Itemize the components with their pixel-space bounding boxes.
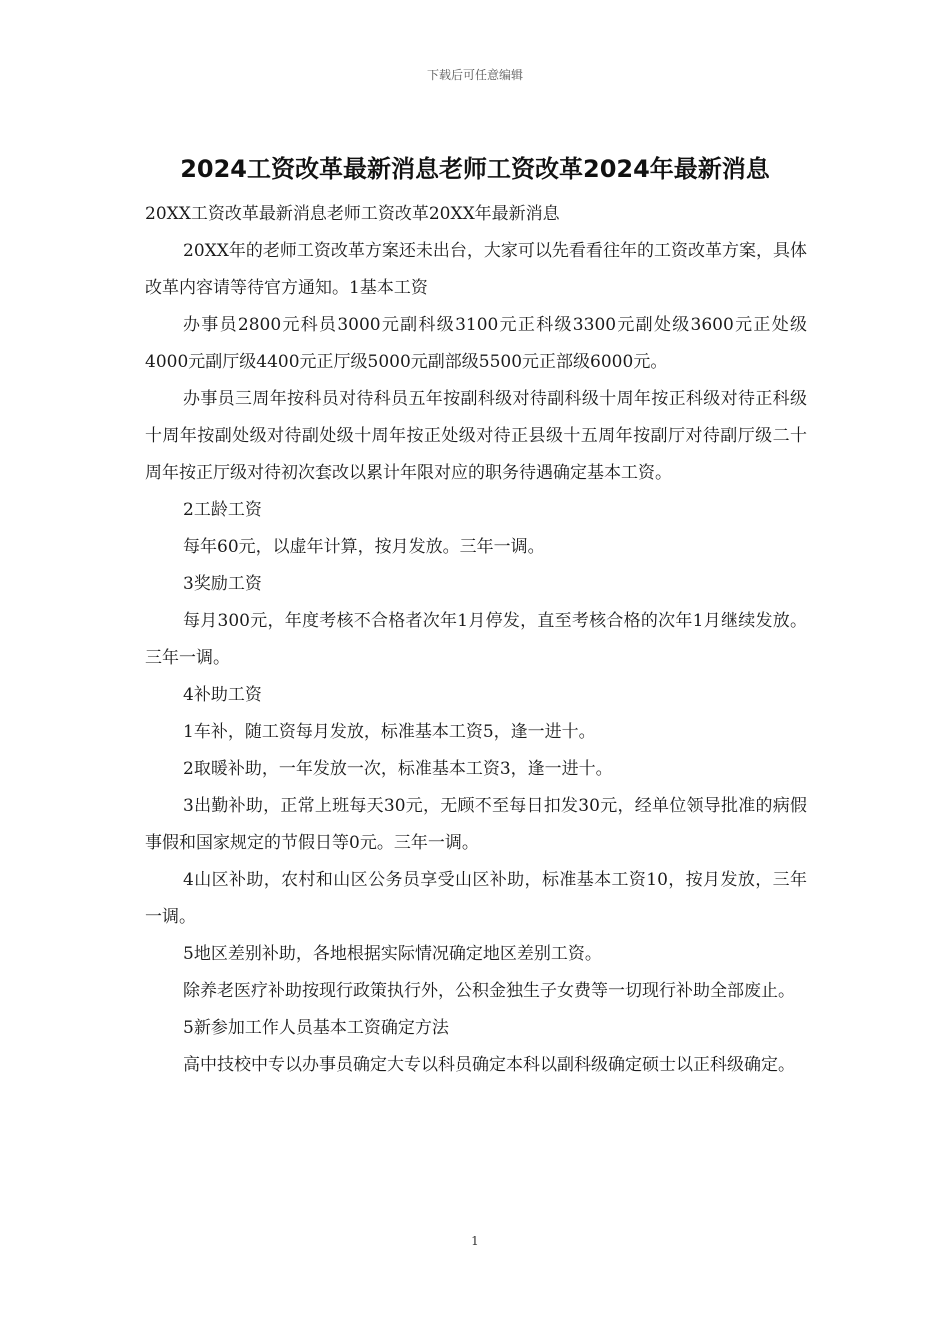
section-heading: 3奖励工资 — [183, 574, 262, 594]
paragraph: 每年60元，以虚年计算，按月发放。三年一调。 — [183, 537, 545, 557]
list-item: 5地区差别补助，各地根据实际情况确定地区差别工资。 — [183, 944, 602, 964]
document-body — [145, 196, 807, 1084]
list-item: 2取暖补助，一年发放一次，标准基本工资3，逢一进十。 — [183, 759, 613, 779]
paragraph: 办事员三周年按科员对待科员五年按副科级对待副科级十周年按正科级对待正科级十周年按副处级对待副处级十周年按正处级对待正县级十五周年按副厅对待副厅级二十周年按正厅级对待初次套改以累计年限对应的职务待遇确定基本工资。 — [145, 389, 807, 483]
header-note: 下载后可任意编辑 — [426, 68, 523, 82]
section-heading: 5新参加工作人员基本工资确定方法 — [183, 1018, 449, 1038]
section-heading: 2工龄工资 — [183, 500, 262, 520]
paragraph: 高中技校中专以办事员确定大专以科员确定本科以副科级确定硕士以正科级确定。 — [183, 1055, 795, 1075]
list-item: 3出勤补助，正常上班每天30元，无顾不至每日扣发30元，经单位领导批准的病假事假和国家规定的节假日等0元。三年一调。 — [145, 796, 807, 853]
paragraph: 20XX工资改革最新消息老师工资改革20XX年最新消息 — [145, 204, 560, 224]
page-number: 1 — [471, 1234, 479, 1248]
paragraph: 除养老医疗补助按现行政策执行外，公积金独生子女费等一切现行补助全部废止。 — [183, 981, 795, 1001]
paragraph: 办事员2800元科员3000元副科级3100元正科级3300元副处级3600元正处级4000元副厅级4400元正厅级5000元副部级5500元正部级6000元。 — [145, 315, 807, 372]
section-heading: 4补助工资 — [183, 685, 262, 705]
paragraph: 20XX年的老师工资改革方案还未出台，大家可以先看看往年的工资改革方案，具体改革内容请等待官方通知。1基本工资 — [145, 241, 807, 298]
paragraph: 每月300元，年度考核不合格者次年1月停发，直至考核合格的次年1月继续发放。三年一调。 — [145, 611, 807, 668]
list-item: 1车补，随工资每月发放，标准基本工资5，逢一进十。 — [183, 722, 596, 742]
list-item: 4山区补助，农村和山区公务员享受山区补助，标准基本工资10，按月发放，三年一调。 — [145, 870, 807, 927]
document-title: 2024工资改革最新消息老师工资改革2024年最新消息 — [180, 155, 770, 183]
